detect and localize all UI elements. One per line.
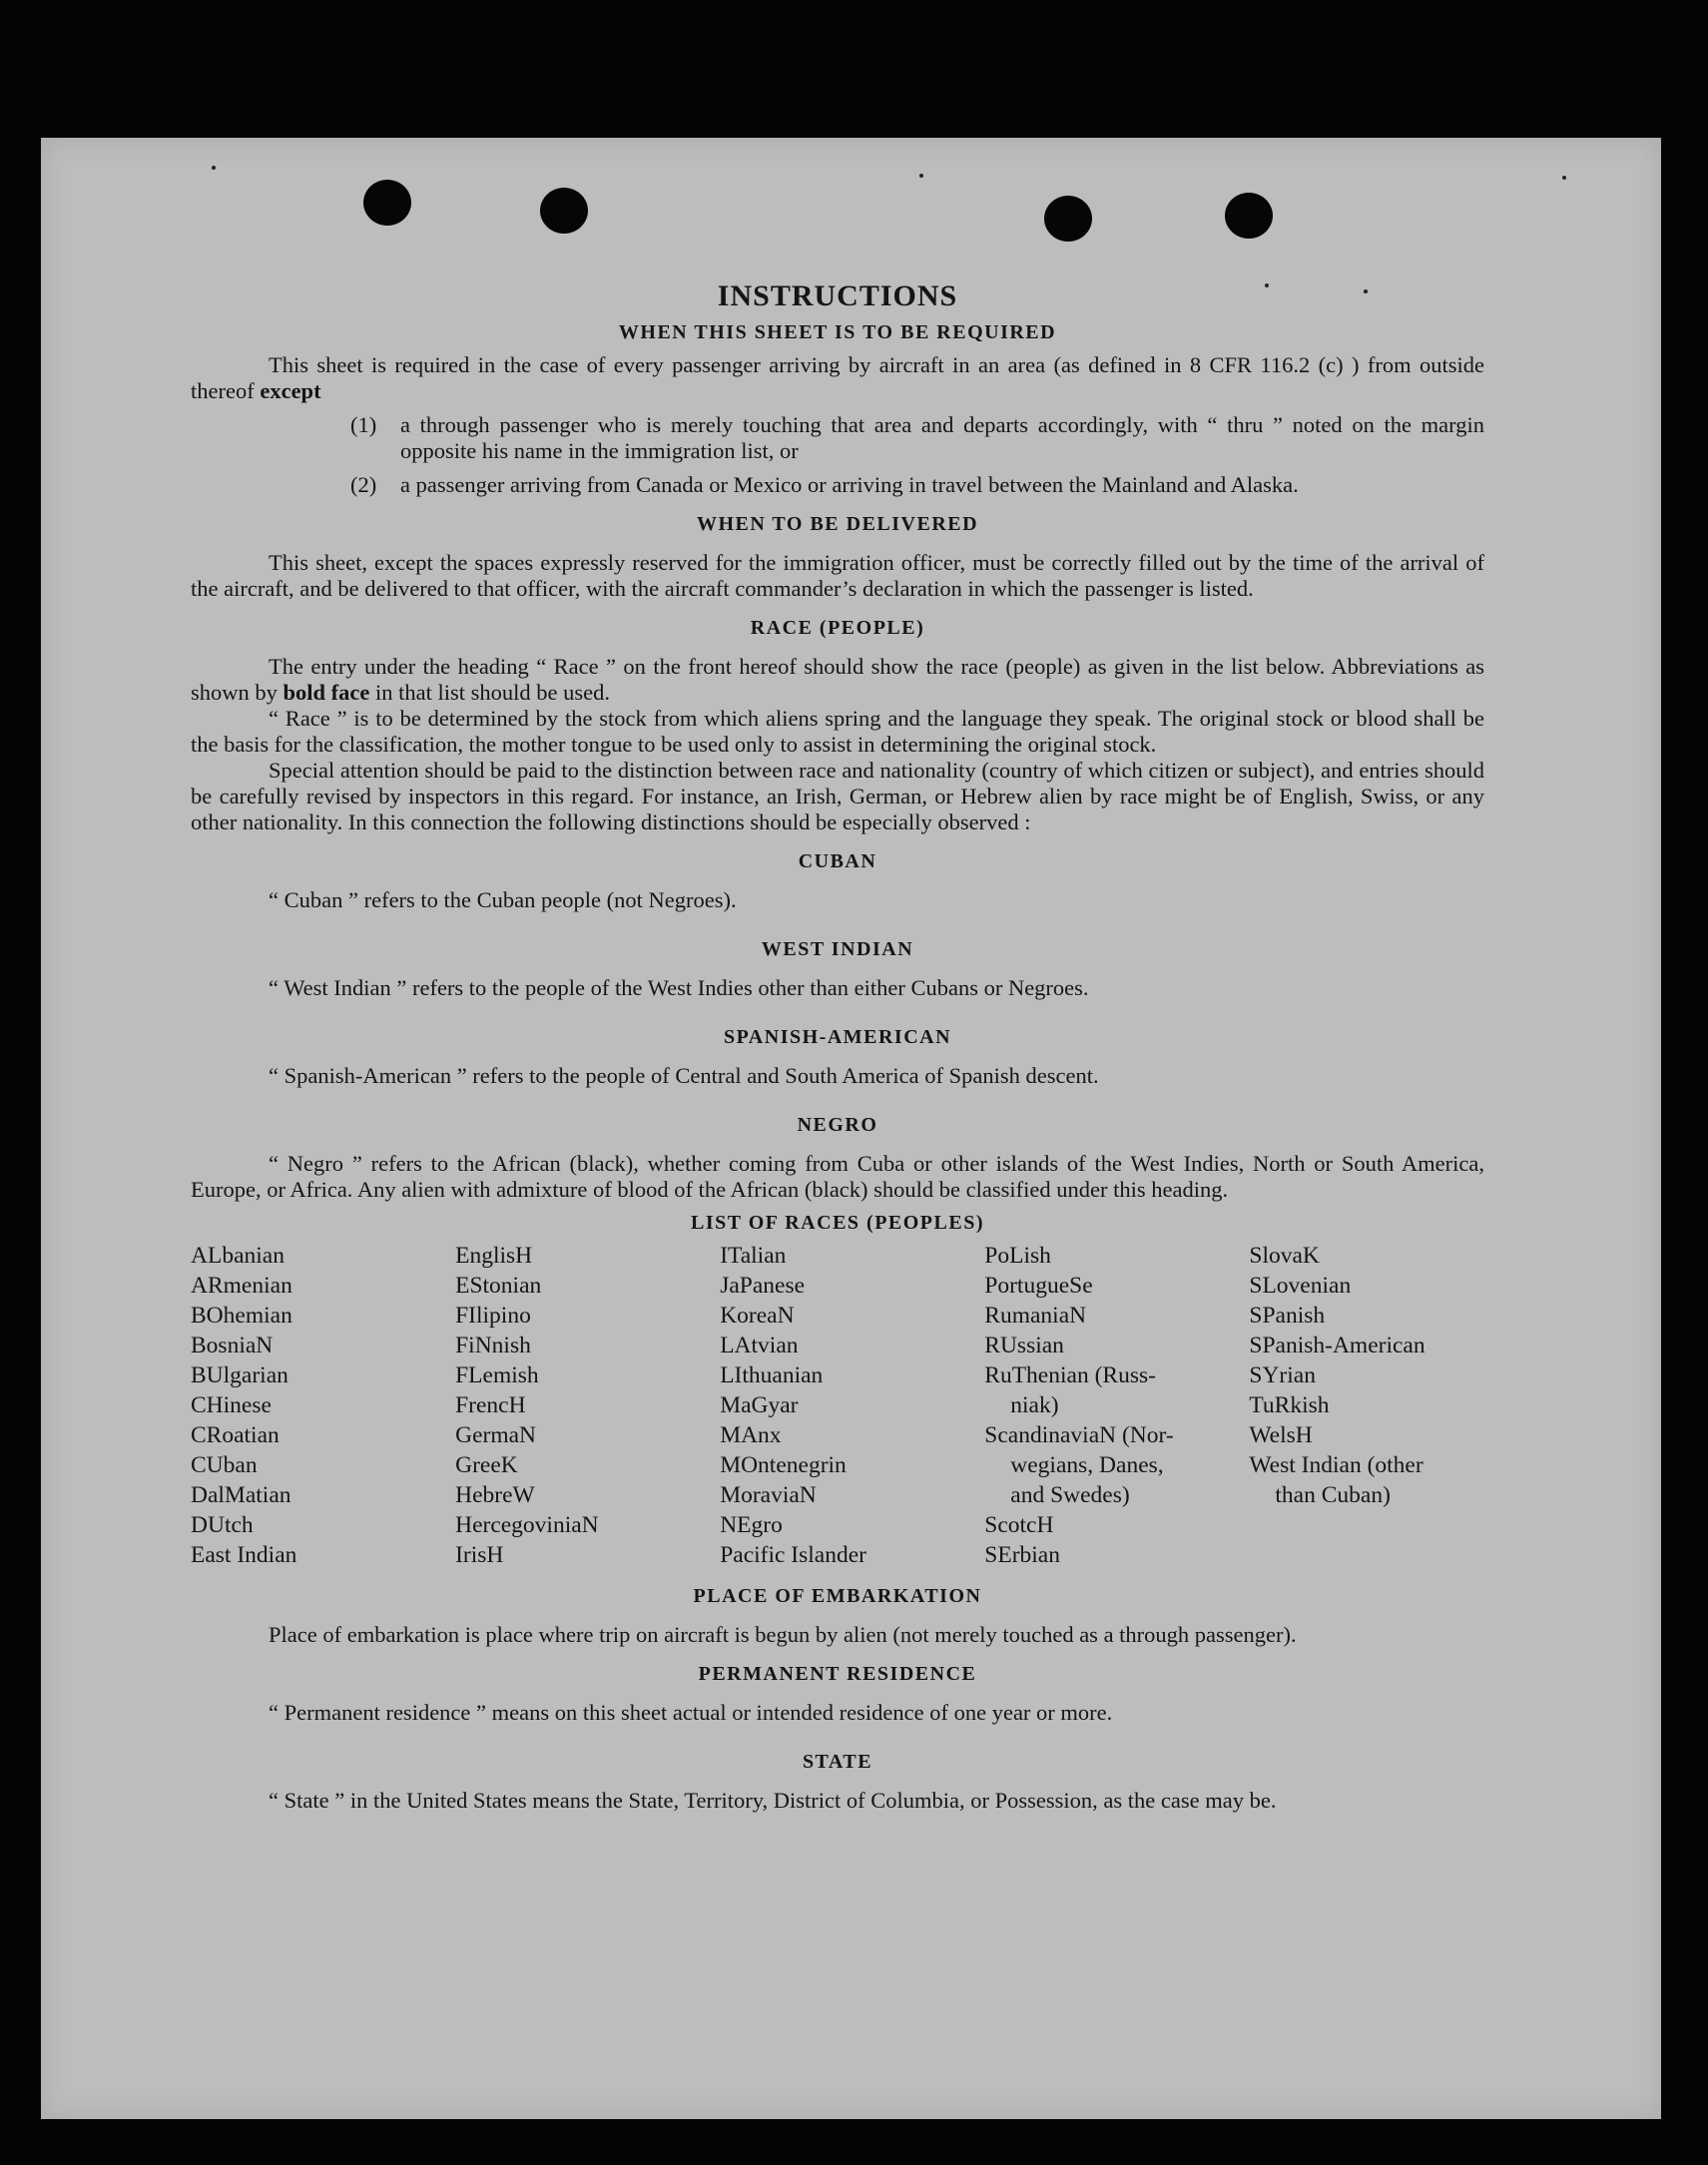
race-column xyxy=(720,1241,984,1570)
race-entry: BUlgarian xyxy=(191,1362,288,1388)
race-entry: TuRkish xyxy=(1249,1392,1330,1418)
race-entry: SPanish-American xyxy=(1249,1333,1425,1358)
west-indian-paragraph: “ West Indian ” refers to the people of the West Indies other than either Cubans or Negroes. xyxy=(269,975,1089,1000)
race-entry: FIlipino xyxy=(455,1303,531,1329)
paper-speck xyxy=(1562,176,1566,180)
race-entry: FLemish xyxy=(455,1362,539,1388)
heading-when-delivered: WHEN TO BE DELIVERED xyxy=(696,513,979,535)
race-entry: EnglisH xyxy=(455,1243,533,1269)
race-entry: FiNnish xyxy=(455,1333,531,1358)
race-entry: DUtch xyxy=(191,1512,254,1538)
race-entry: ALbanian xyxy=(191,1243,285,1269)
race-entry: GermaN xyxy=(455,1422,537,1448)
race-entry: BOhemian xyxy=(191,1303,292,1329)
race-entry: RUssian xyxy=(984,1333,1064,1358)
race-entry: GreeK xyxy=(455,1452,518,1478)
punch-hole xyxy=(540,188,588,234)
race-entry: Pacific Islander xyxy=(720,1542,866,1568)
race-column xyxy=(1249,1241,1484,1570)
race-entry: HebreW xyxy=(455,1482,535,1508)
permanent-residence-paragraph: “ Permanent residence ” means on this sheet actual or intended residence of one year or more. xyxy=(269,1700,1113,1725)
heading-spanish-american: SPANISH-AMERICAN xyxy=(723,1026,952,1048)
race-entry: West Indian (other xyxy=(1249,1452,1423,1478)
heading-permanent-residence: PERMANENT RESIDENCE xyxy=(698,1663,977,1685)
place-of-embarkation-paragraph: Place of embarkation is place where trip on aircraft is begun by alien (not merely touched as a through passenger). xyxy=(269,1622,1297,1647)
race-entry: MoraviaN xyxy=(720,1482,817,1508)
race-list xyxy=(191,1241,1484,1570)
race-entry: and Swedes) xyxy=(1010,1482,1130,1508)
race-entry: SlovaK xyxy=(1249,1243,1320,1269)
race-entry: WelsH xyxy=(1249,1422,1313,1448)
race-entry: CHinese xyxy=(191,1392,272,1418)
when-required-paragraph: This sheet is required in the case of every passenger arriving by aircraft in an area (as defined in 8 CFR 116.2 (c) ) from outside thereof except xyxy=(191,352,1484,403)
document-sheet xyxy=(41,138,1661,2119)
race-entry: CRoatian xyxy=(191,1422,280,1448)
heading-place-of-embarkation: PLACE OF EMBARKATION xyxy=(693,1585,982,1607)
heading-state: STATE xyxy=(802,1751,873,1773)
exception-item: (1) a through passenger who is merely touching that area and departs accordingly, with “ thru ” noted on the margin opposite his name in the immigration list, or xyxy=(350,412,1484,463)
race-entry: RuThenian (Russ- xyxy=(984,1362,1156,1388)
race-column xyxy=(191,1241,455,1570)
race-entry: CUban xyxy=(191,1452,258,1478)
spanish-american-paragraph: “ Spanish-American ” refers to the people of Central and South America of Spanish descent. xyxy=(269,1063,1099,1088)
race-entry: SLovenian xyxy=(1249,1273,1352,1299)
race-entry: LAtvian xyxy=(720,1333,799,1358)
race-entry: East Indian xyxy=(191,1542,297,1568)
race-entry: MOntenegrin xyxy=(720,1452,847,1478)
race-entry: DalMatian xyxy=(191,1482,291,1508)
race-entry: SErbian xyxy=(984,1542,1060,1568)
race-entry: KoreaN xyxy=(720,1303,795,1329)
race-entry: FrencH xyxy=(455,1392,526,1418)
heading-list-of-races: LIST OF RACES (PEOPLES) xyxy=(690,1212,984,1234)
race-entry: RumaniaN xyxy=(984,1303,1087,1329)
race-entry: ScandinaviaN (Nor- xyxy=(984,1422,1174,1448)
race-entry: niak) xyxy=(1010,1392,1059,1418)
race-paragraph-3: Special attention should be paid to the distinction between race and nationality (country of which citizen or subject), and entries should be carefully revised by inspectors in this regard. For instance, an Irish, German, or Hebrew alien by race might be of English, Swiss, or any other nationality. In this connection the following distinctions should be especially observed : xyxy=(191,758,1484,834)
paper-speck xyxy=(919,174,923,178)
race-entry: NEgro xyxy=(720,1512,783,1538)
race-entry: LIthuanian xyxy=(720,1362,824,1388)
race-entry: HercegoviniaN xyxy=(455,1512,599,1538)
negro-paragraph: “ Negro ” refers to the African (black), whether coming from Cuba or other islands of the West Indies, North or South America, Europe, or Africa. Any alien with admixture of blood of the African (black) should be classified under this heading. xyxy=(191,1151,1484,1202)
when-delivered-paragraph: This sheet, except the spaces expressly reserved for the immigration officer, must be correctly filled out by the time of the arrival of the aircraft, and be delivered to that officer, with the aircraft commander’s declaration in which the passenger is listed. xyxy=(191,550,1484,601)
heading-cuban: CUBAN xyxy=(798,850,877,872)
heading-west-indian: WEST INDIAN xyxy=(761,938,914,960)
race-column xyxy=(984,1241,1249,1570)
state-paragraph: “ State ” in the United States means the State, Territory, District of Columbia, or Possession, as the case may be. xyxy=(269,1788,1277,1813)
race-entry: ITalian xyxy=(720,1243,787,1269)
race-entry: ScotcH xyxy=(984,1512,1054,1538)
exception-item: (2) a passenger arriving from Canada or Mexico or arriving in travel between the Mainland and Alaska. xyxy=(350,472,1299,497)
punch-hole xyxy=(363,180,411,226)
race-entry: MaGyar xyxy=(720,1392,799,1418)
race-entry: PoLish xyxy=(984,1243,1051,1269)
cuban-paragraph: “ Cuban ” refers to the Cuban people (not Negroes). xyxy=(269,887,737,912)
heading-race: RACE (PEOPLE) xyxy=(750,617,925,639)
paper-speck xyxy=(212,166,216,170)
race-entry: wegians, Danes, xyxy=(1010,1452,1164,1478)
race-entry: than Cuban) xyxy=(1275,1482,1391,1508)
race-column xyxy=(455,1241,720,1570)
heading-when-required: WHEN THIS SHEET IS TO BE REQUIRED xyxy=(618,321,1057,343)
page-title: INSTRUCTIONS xyxy=(717,279,958,312)
race-entry: BosniaN xyxy=(191,1333,274,1358)
race-entry: MAnx xyxy=(720,1422,782,1448)
race-entry: PortugueSe xyxy=(984,1273,1093,1299)
race-entry: IrisH xyxy=(455,1542,504,1568)
heading-negro: NEGRO xyxy=(797,1114,878,1136)
race-entry: JaPanese xyxy=(720,1273,806,1299)
race-entry: ARmenian xyxy=(191,1273,292,1299)
race-paragraph-2: “ Race ” is to be determined by the stock from which aliens spring and the language they speak. The original stock or blood shall be the basis for the classification, the mother tongue to be used only to assist in determining the original stock. xyxy=(191,706,1484,757)
race-entry: SPanish xyxy=(1249,1303,1326,1329)
race-paragraph-1: The entry under the heading “ Race ” on the front hereof should show the race (people) as given in the list below. Abbreviations as shown by bold face in that list should be used. xyxy=(191,654,1484,705)
race-entry: EStonian xyxy=(455,1273,542,1299)
punch-hole xyxy=(1044,196,1092,242)
punch-hole xyxy=(1225,193,1273,239)
instructions-content xyxy=(191,279,1484,1814)
race-entry: SYrian xyxy=(1249,1362,1316,1388)
